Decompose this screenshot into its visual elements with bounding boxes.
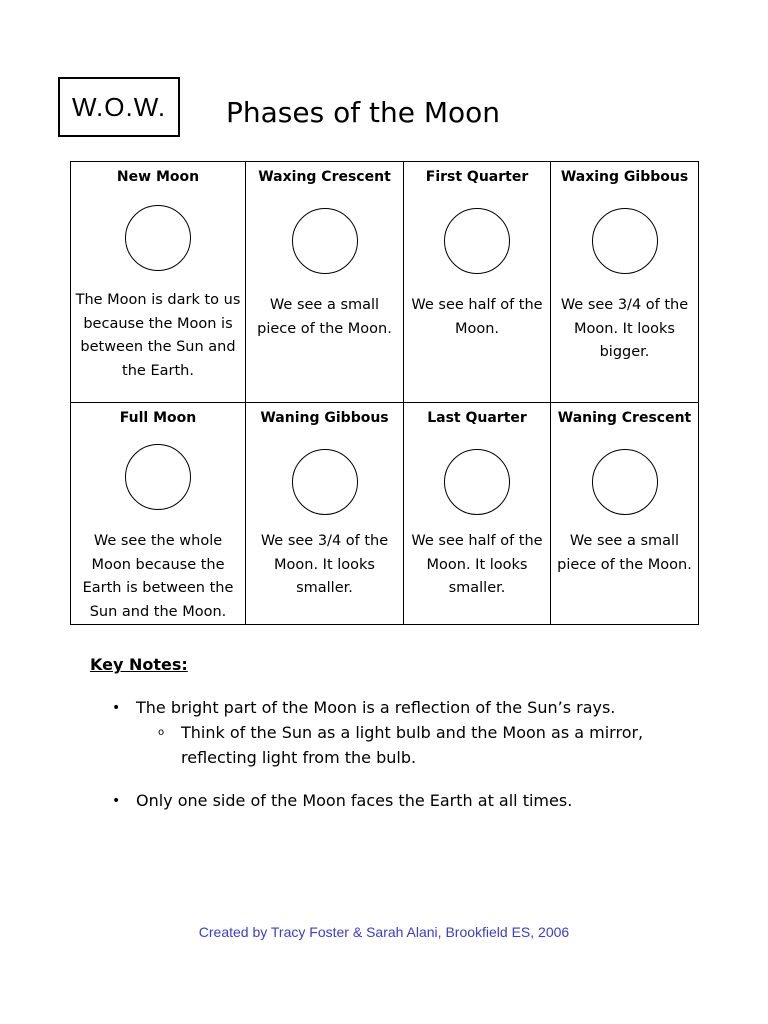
phase-description: We see half of the Moon. bbox=[411, 297, 543, 337]
moon-circle-icon bbox=[125, 444, 191, 510]
page-title: Phases of the Moon bbox=[226, 96, 500, 129]
phase-name: Last Quarter bbox=[427, 410, 527, 426]
phase-cell-waning-gibbous bbox=[246, 403, 404, 625]
moon-circle-icon bbox=[292, 449, 358, 515]
phase-cell-first-quarter bbox=[404, 162, 551, 403]
key-notes-heading: Key Notes: bbox=[90, 655, 188, 674]
key-note-item: The bright part of the Moon is a reflection of the Sun’s rays. bbox=[136, 698, 616, 717]
wow-badge bbox=[58, 77, 180, 137]
phase-name: Waning Gibbous bbox=[260, 410, 389, 426]
phase-description: We see half of the Moon. It looks smaller. bbox=[411, 533, 543, 596]
bullet-dot-icon: • bbox=[112, 793, 121, 809]
bullet-dot-icon: • bbox=[112, 700, 121, 716]
phase-cell-waxing-gibbous bbox=[551, 162, 699, 403]
phase-name: Full Moon bbox=[119, 410, 197, 426]
moon-circle-icon bbox=[592, 208, 658, 274]
key-note-item: Only one side of the Moon faces the Earth at all times. bbox=[136, 791, 573, 810]
phase-cell-waxing-crescent bbox=[246, 162, 404, 403]
phase-description: We see 3/4 of the Moon. It looks bigger. bbox=[560, 297, 689, 360]
phase-cell-new-moon bbox=[71, 162, 246, 403]
phase-cell-last-quarter bbox=[404, 403, 551, 625]
phase-name: First Quarter bbox=[425, 169, 529, 185]
footer-credit: Created by Tracy Foster & Sarah Alani, Brookfield ES, 2006 bbox=[198, 924, 570, 940]
phase-cell-full-moon bbox=[71, 403, 246, 625]
phase-cell-waning-crescent bbox=[551, 403, 699, 625]
moon-circle-icon bbox=[592, 449, 658, 515]
phase-name: Waning Crescent bbox=[557, 410, 692, 426]
sub-bullet-circle-icon: o bbox=[158, 727, 165, 738]
moon-phases-table bbox=[70, 161, 699, 625]
phase-description: We see 3/4 of the Moon. It looks smaller. bbox=[260, 533, 389, 596]
table-row bbox=[71, 403, 699, 625]
phase-description: We see a small piece of the Moon. bbox=[557, 533, 692, 573]
phase-description: We see the whole Moon because the Earth is between the Sun and the Moon. bbox=[82, 533, 234, 620]
moon-circle-icon bbox=[292, 208, 358, 274]
phase-name: Waxing Gibbous bbox=[560, 169, 689, 185]
key-note-subitem-continued: reflecting light from the bulb. bbox=[181, 748, 417, 767]
moon-circle-icon bbox=[444, 208, 510, 274]
phase-name: New Moon bbox=[116, 169, 200, 185]
wow-label: W.O.W. bbox=[71, 91, 167, 122]
key-note-subitem: Think of the Sun as a light bulb and the Moon as a mirror, bbox=[181, 723, 644, 742]
moon-circle-icon bbox=[125, 205, 191, 271]
phase-description: The Moon is dark to us because the Moon is between the Sun and the Earth. bbox=[75, 292, 241, 379]
phase-description: We see a small piece of the Moon. bbox=[257, 297, 392, 337]
table-row bbox=[71, 162, 699, 403]
moon-circle-icon bbox=[444, 449, 510, 515]
phase-name: Waxing Crescent bbox=[258, 169, 391, 185]
